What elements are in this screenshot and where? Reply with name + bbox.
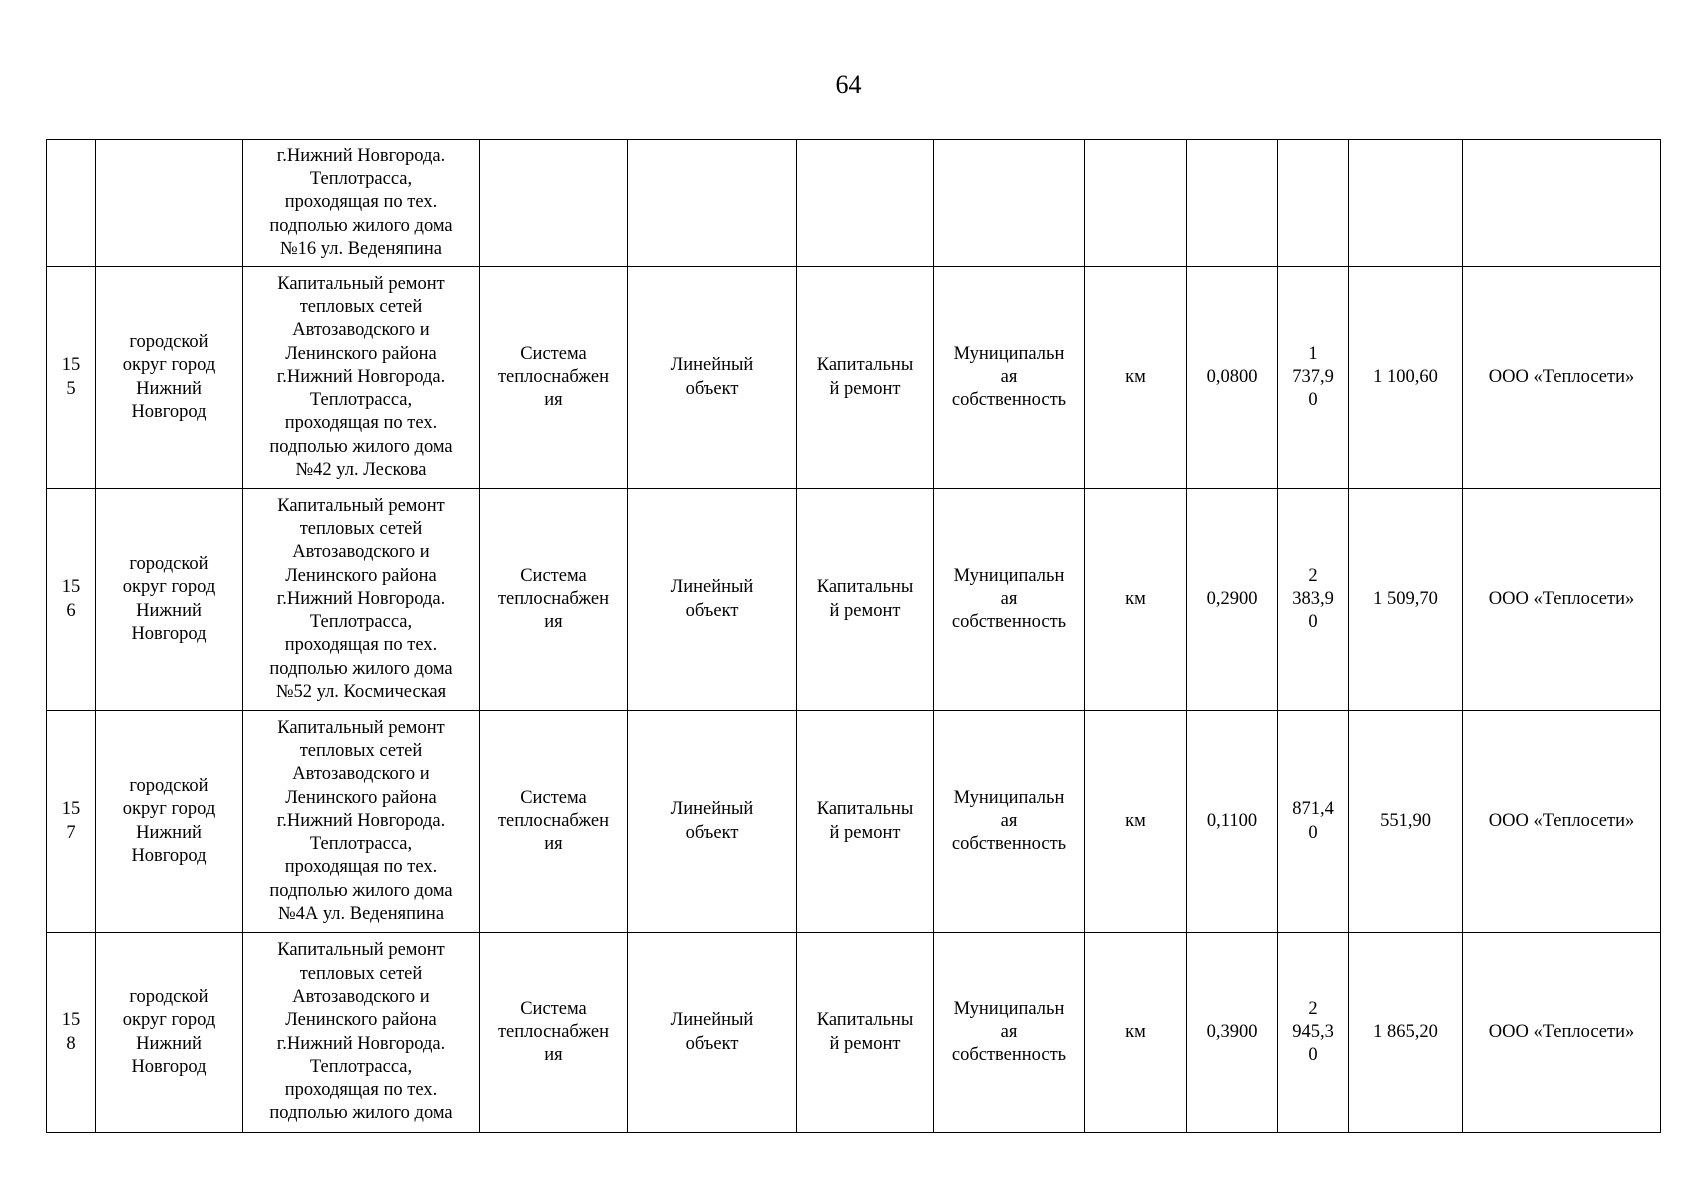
cell-description: Капитальный ремонт тепловых сетей Автозаводского и Ленинского района г.Нижний Новгорода. Теплотрасса, проходящая по тех. подполью жилого дома №4А ул. Веденяпина — [243, 711, 480, 933]
cell-unit: км — [1085, 267, 1187, 489]
cell-object-type — [628, 140, 797, 267]
table-row — [47, 711, 1661, 933]
cell-length: 0,1100 — [1187, 711, 1278, 933]
cell-system: Система теплоснабжен ия — [480, 933, 628, 1133]
cell-number — [47, 140, 96, 267]
cell-cost-part: 1 100,60 — [1349, 267, 1463, 489]
cell-cost-total: 1 737,9 0 — [1278, 267, 1349, 489]
cell-municipality: городской округ город Нижний Новгород — [96, 267, 243, 489]
cell-system: Система теплоснабжен ия — [480, 267, 628, 489]
cell-organization: ООО «Теплосети» — [1463, 489, 1661, 711]
cell-ownership: Муниципальн ая собственность — [934, 267, 1085, 489]
cell-cost-part: 1 509,70 — [1349, 489, 1463, 711]
cell-cost-part — [1349, 140, 1463, 267]
cell-object-type: Линейный объект — [628, 267, 797, 489]
cell-cost-total: 2 383,9 0 — [1278, 489, 1349, 711]
cell-ownership — [934, 140, 1085, 267]
cell-unit: км — [1085, 711, 1187, 933]
cell-ownership: Муниципальн ая собственность — [934, 711, 1085, 933]
cell-cost-part: 1 865,20 — [1349, 933, 1463, 1133]
cell-cost-total: 2 945,3 0 — [1278, 933, 1349, 1133]
cell-ownership: Муниципальн ая собственность — [934, 933, 1085, 1133]
cell-work-type: Капитальны й ремонт — [797, 933, 934, 1133]
cell-unit: км — [1085, 933, 1187, 1133]
cell-description: Капитальный ремонт тепловых сетей Автозаводского и Ленинского района г.Нижний Новгорода. Теплотрасса, проходящая по тех. подполью жилого дома №42 ул. Лескова — [243, 267, 480, 489]
cell-number: 15 7 — [47, 711, 96, 933]
cell-object-type: Линейный объект — [628, 711, 797, 933]
cell-organization: ООО «Теплосети» — [1463, 933, 1661, 1133]
cell-system: Система теплоснабжен ия — [480, 489, 628, 711]
cell-length: 0,2900 — [1187, 489, 1278, 711]
table-row — [47, 140, 1661, 267]
table-row — [47, 933, 1661, 1133]
cell-municipality: городской округ город Нижний Новгород — [96, 489, 243, 711]
cell-system — [480, 140, 628, 267]
cell-description: Капитальный ремонт тепловых сетей Автозаводского и Ленинского района г.Нижний Новгорода. Теплотрасса, проходящая по тех. подполью жилого дома №52 ул. Космическая — [243, 489, 480, 711]
cell-number: 15 6 — [47, 489, 96, 711]
cell-organization: ООО «Теплосети» — [1463, 711, 1661, 933]
cell-work-type: Капитальны й ремонт — [797, 267, 934, 489]
cell-length — [1187, 140, 1278, 267]
page-number: 64 — [835, 70, 862, 99]
cell-length: 0,3900 — [1187, 933, 1278, 1133]
table-row — [47, 267, 1661, 489]
cell-length: 0,0800 — [1187, 267, 1278, 489]
cell-cost-total: 871,4 0 — [1278, 711, 1349, 933]
cell-municipality — [96, 140, 243, 267]
cell-object-type: Линейный объект — [628, 933, 797, 1133]
cell-work-type: Капитальны й ремонт — [797, 489, 934, 711]
cell-system: Система теплоснабжен ия — [480, 711, 628, 933]
cell-unit: км — [1085, 489, 1187, 711]
cell-organization: ООО «Теплосети» — [1463, 267, 1661, 489]
cell-object-type: Линейный объект — [628, 489, 797, 711]
cell-municipality: городской округ город Нижний Новгород — [96, 933, 243, 1133]
cell-organization — [1463, 140, 1661, 267]
cell-unit — [1085, 140, 1187, 267]
cell-ownership: Муниципальн ая собственность — [934, 489, 1085, 711]
cell-description: Капитальный ремонт тепловых сетей Автозаводского и Ленинского района г.Нижний Новгорода. Теплотрасса, проходящая по тех. подполью жилого дома — [243, 933, 480, 1133]
cell-work-type: Капитальны й ремонт — [797, 711, 934, 933]
investment-program-table — [46, 139, 1661, 1133]
cell-municipality: городской округ город Нижний Новгород — [96, 711, 243, 933]
cell-cost-part: 551,90 — [1349, 711, 1463, 933]
cell-description: г.Нижний Новгорода. Теплотрасса, проходящая по тех. подполью жилого дома №16 ул. Веденяпина — [243, 140, 480, 267]
cell-work-type — [797, 140, 934, 267]
cell-cost-total — [1278, 140, 1349, 267]
table-row — [47, 489, 1661, 711]
cell-number: 15 5 — [47, 267, 96, 489]
cell-number: 15 8 — [47, 933, 96, 1133]
